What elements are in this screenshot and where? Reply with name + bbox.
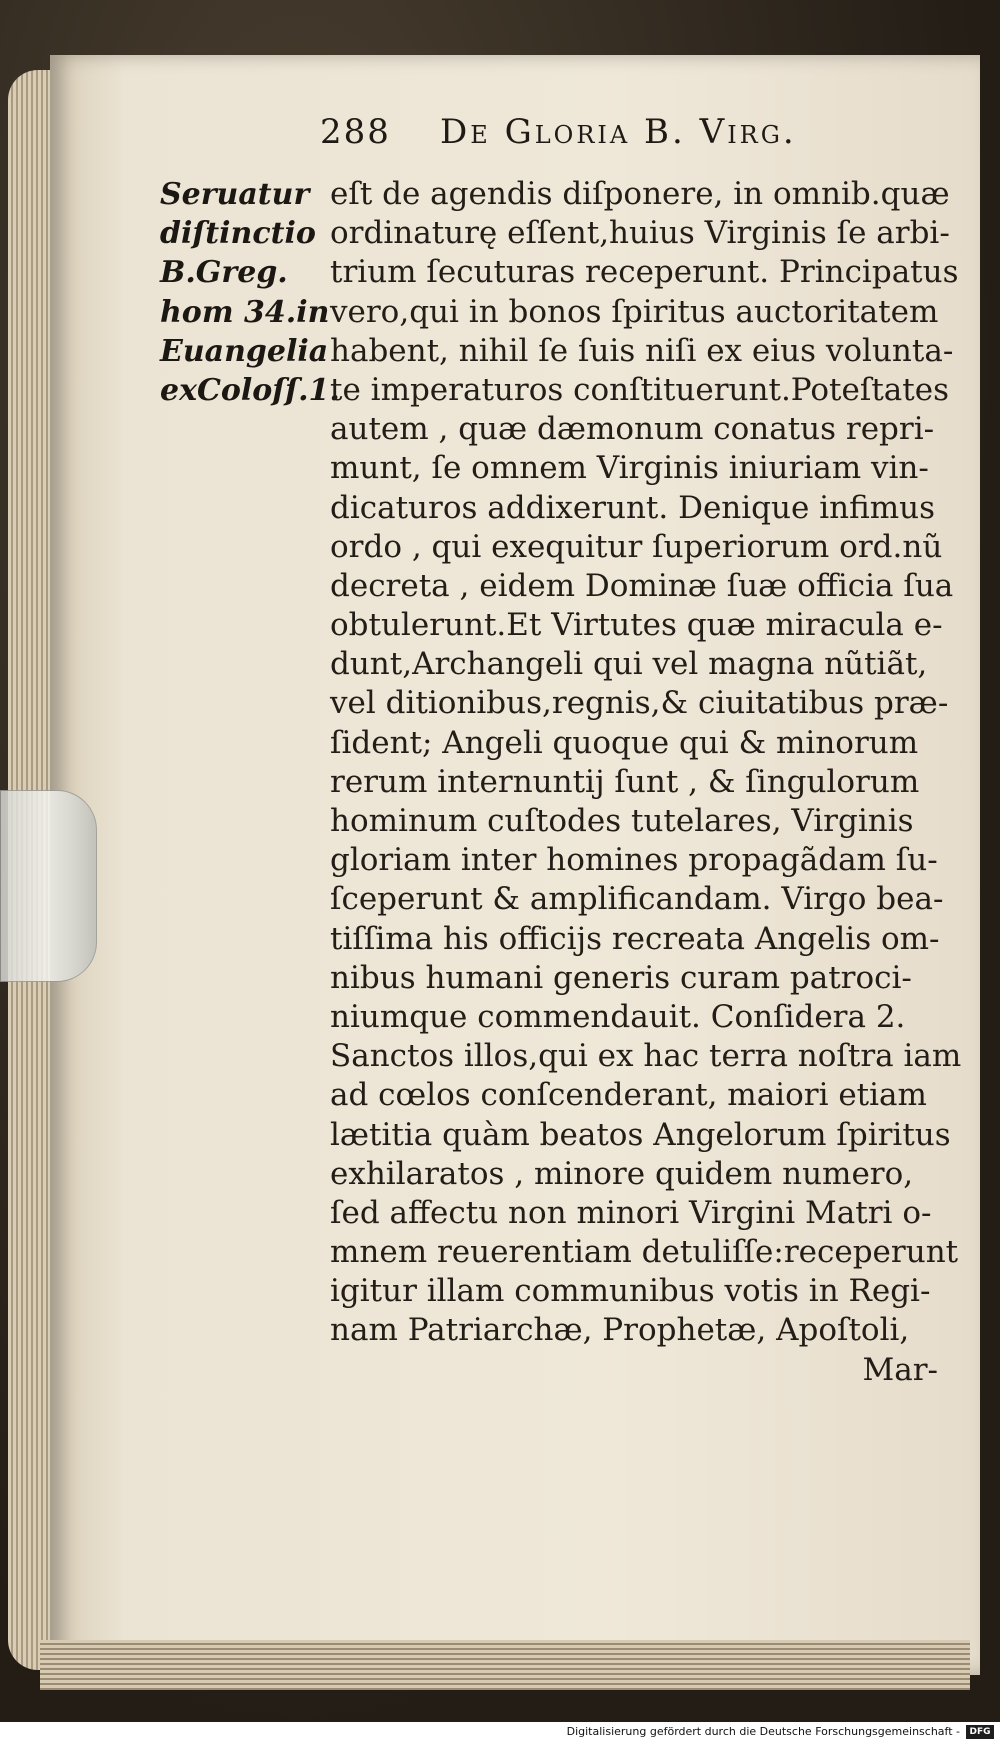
text-line: ſident; Angeli quoque qui & minorum <box>330 724 919 761</box>
page-number: 288 <box>320 112 391 152</box>
text-line: ad cœlos conſcenderant, maiori etiam <box>330 1077 927 1114</box>
text-line: autem , quæ dæmonum conatus repri- <box>330 411 935 448</box>
funding-credit: Digitalisierung gefördert durch die Deutsche Forschungsgemeinschaft - <box>566 1725 960 1738</box>
text-line: nibus humani generis curam patroci- <box>330 959 912 996</box>
digitization-footer <box>0 1722 1000 1743</box>
text-line: vel ditionibus,regnis,& ciuitatibus præ- <box>330 685 949 722</box>
text-line: obtulerunt.Et Virtutes quæ miracula e- <box>330 607 943 644</box>
page-header <box>320 112 880 162</box>
text-line: nam Patriarchæ, Prophetæ, Apoſtoli, <box>330 1312 910 1349</box>
margin-note-line: diſtinctio <box>160 216 316 252</box>
text-line: ordinaturę eſſent,huius Virginis ſe arbi- <box>330 215 950 252</box>
text-line: munt, ſe omnem Virginis iniuriam vin- <box>330 450 929 487</box>
text-line: ſceperunt & amplificandam. Virgo bea- <box>330 881 944 918</box>
page-bottom-edges <box>40 1640 970 1690</box>
text-line: Sanctos illos,qui ex hac terra noſtra iam <box>330 1038 962 1075</box>
text-line: hominum cuſtodes tutelares, Virginis <box>330 803 914 839</box>
margin-note <box>160 175 340 410</box>
page-clip <box>0 790 97 982</box>
text-line: igitur illam communibus votis in Regi- <box>330 1273 931 1310</box>
text-line: decreta , eidem Dominæ ſuæ officia ſua <box>330 567 954 604</box>
text-line: eſt de agendis diſponere, in omnib.quæ <box>330 176 950 212</box>
margin-note-line: Euangelia <box>160 333 329 369</box>
body-text <box>330 175 962 1390</box>
text-line: lætitia quàm beatos Angelorum ſpiritus <box>330 1116 951 1153</box>
text-line: exhilaratos , minore quidem numero, <box>330 1155 914 1192</box>
text-line: dicaturos addixerunt. Denique infimus <box>330 489 936 526</box>
catchword: Mar- <box>862 1351 938 1388</box>
text-line: trium ſecuturas receperunt. Principatus <box>330 254 959 291</box>
text-line: gloriam inter homines propagãdam ſu- <box>330 842 938 879</box>
text-line: niumque commendauit. Conſidera 2. <box>330 998 906 1035</box>
text-line: rerum internuntij ſunt , & ſingulorum <box>330 763 920 800</box>
text-line: habent, nihil ſe ſuis niſi ex eius volunta- <box>330 332 954 369</box>
text-line: tiſſima his officijs recreata Angelis om- <box>330 920 940 957</box>
text-line: mnem reuerentiam detuliſſe:receperunt <box>330 1234 959 1271</box>
dfg-logo: DFG <box>966 1725 994 1739</box>
margin-note-line: Seruatur <box>160 177 310 212</box>
margin-note-line: exColoſſ.1. <box>160 372 340 408</box>
margin-note-line: B.Greg. <box>160 255 288 291</box>
text-line: dunt,Archangeli qui vel magna nũtiãt, <box>330 646 928 683</box>
text-line: te imperaturos conſtituerunt.Poteſtates <box>330 371 949 408</box>
text-line: ordo , qui exequitur ſuperiorum ord.nũ <box>330 528 943 565</box>
margin-note-line: hom 34.in <box>160 294 330 330</box>
text-line: vero,qui in bonos ſpiritus auctoritatem <box>330 293 939 330</box>
text-line: ſed affectu non minori Virgini Matri o- <box>330 1194 932 1231</box>
running-title: De Gloria B. Virg. <box>440 112 797 152</box>
